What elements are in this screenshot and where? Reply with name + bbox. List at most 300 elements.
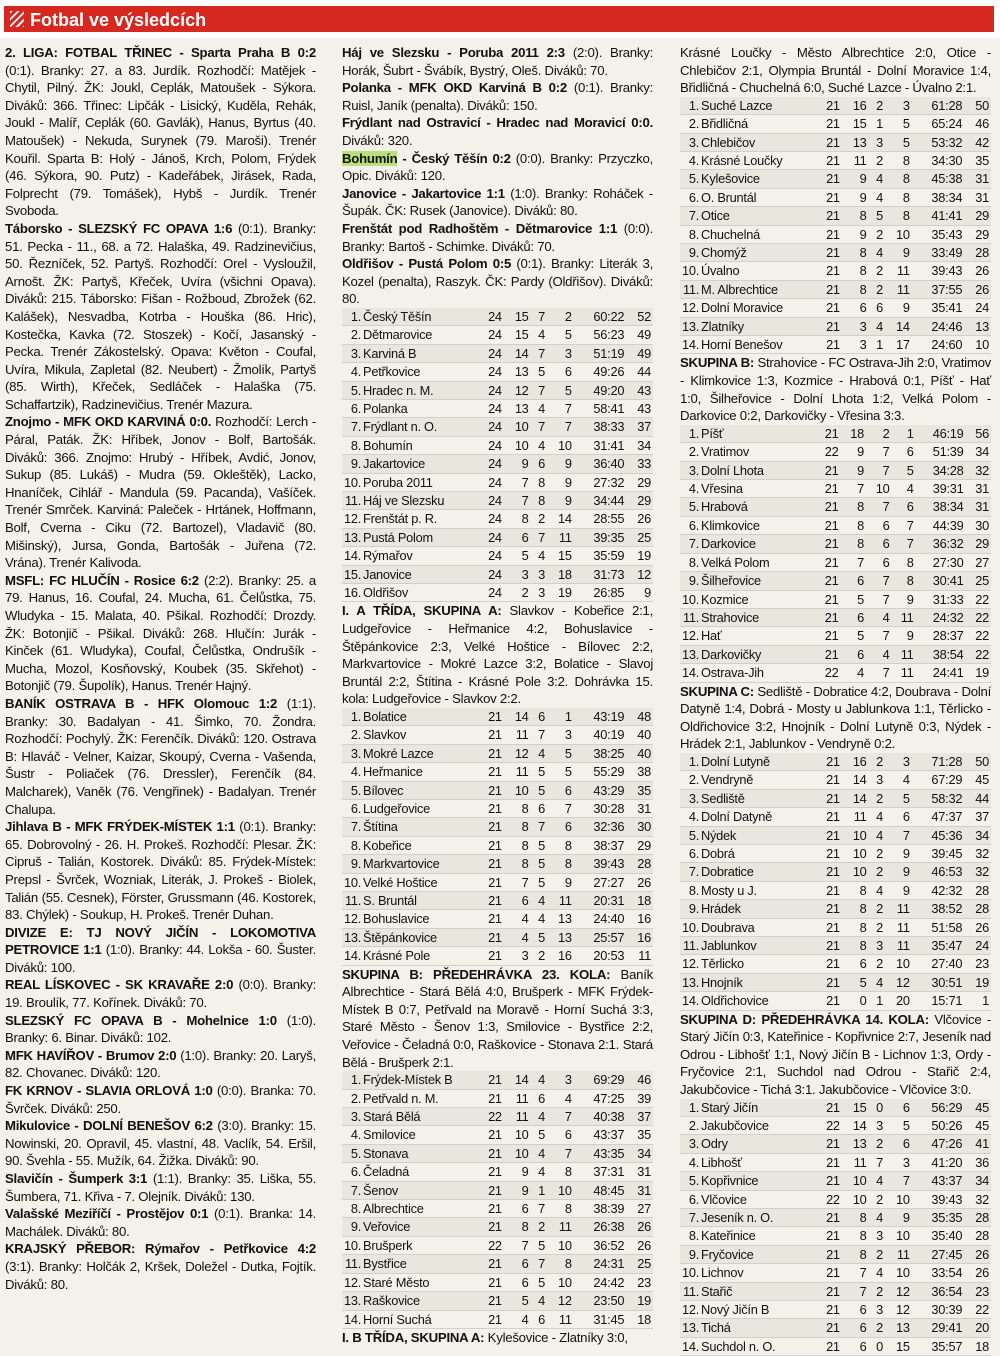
stat-cell: 5 xyxy=(531,363,547,381)
stat-cell: 12. xyxy=(344,1274,362,1290)
stat-cell: 21 xyxy=(477,744,504,762)
stat-cell: 18 xyxy=(964,1337,991,1355)
table-row xyxy=(680,299,991,317)
stat-cell: 7 xyxy=(842,1264,869,1282)
stat-cell: 5. xyxy=(680,826,699,844)
stat-cell: 21 xyxy=(477,1089,504,1107)
team-name: Stará Bělá xyxy=(361,1108,477,1126)
stat-cell: 10 xyxy=(547,1181,574,1199)
stat-cell: 35:59 xyxy=(574,547,626,565)
stat-cell: 6 xyxy=(885,1135,912,1153)
stat-cell: 9 xyxy=(842,225,869,243)
stat-cell: 16 xyxy=(626,928,653,946)
team-name: Dolní Datyně xyxy=(699,808,815,826)
stat-cell: 11 xyxy=(842,1153,869,1171)
stat-cell: 14. xyxy=(682,665,700,681)
stat-cell: 2. xyxy=(680,115,699,133)
stat-cell: 8. xyxy=(680,881,699,899)
stat-cell: 18 xyxy=(547,565,574,583)
section-heading: I. B TŘÍDA, xyxy=(342,1329,408,1345)
table-row xyxy=(680,973,991,991)
stat-cell: 41:20 xyxy=(912,1153,964,1171)
column-1 xyxy=(5,44,316,1293)
stat-cell: 22 xyxy=(477,1236,504,1254)
stat-cell: 40:19 xyxy=(574,726,626,744)
section-label: SKUPINA A: xyxy=(407,1329,485,1345)
stat-cell: 4 xyxy=(866,608,891,626)
stat-cell: 21 xyxy=(815,1227,842,1245)
stat-cell: 21 xyxy=(815,1301,842,1319)
table-row xyxy=(680,115,991,133)
table-row xyxy=(342,1236,653,1254)
team-name: Těrlicko xyxy=(699,955,815,973)
stat-cell: 46:53 xyxy=(912,863,964,881)
table-row xyxy=(680,498,991,516)
team-name: Libhošť xyxy=(699,1153,815,1171)
stat-cell: 45 xyxy=(964,1099,991,1117)
stat-cell: 47:37 xyxy=(912,808,964,826)
stat-cell: 21 xyxy=(477,800,504,818)
stat-cell: 20 xyxy=(964,1319,991,1337)
team-name: Veřovice xyxy=(361,1218,477,1236)
stat-cell: 6. xyxy=(342,399,361,417)
stat-cell: 4 xyxy=(891,480,915,498)
highlight-mark: Bohumín xyxy=(342,150,398,166)
stat-cell: 4 xyxy=(869,244,885,262)
stat-cell: 21 xyxy=(815,900,842,918)
stat-cell: 2. xyxy=(342,1089,361,1107)
stat-cell: 24:31 xyxy=(574,1255,626,1273)
stat-cell: 21 xyxy=(477,781,504,799)
match-report xyxy=(5,44,316,220)
table-row xyxy=(680,152,991,170)
team-name: Bystřice xyxy=(361,1255,477,1273)
stat-cell: 18 xyxy=(626,1310,653,1328)
stat-cell: 6 xyxy=(885,808,912,826)
team-name: Staré Město xyxy=(361,1273,477,1291)
stat-cell: 14. xyxy=(682,337,700,353)
team-name: Polanka xyxy=(361,399,477,417)
standings-1a-group-b xyxy=(342,1071,653,1329)
stat-cell: 3 xyxy=(885,1153,912,1171)
stat-cell: 5 xyxy=(531,781,547,799)
table-row xyxy=(680,97,991,115)
stat-cell: 7 xyxy=(531,528,547,546)
team-name: Bílovec xyxy=(361,781,477,799)
stat-cell: 16 xyxy=(626,910,653,928)
stat-cell: 21 xyxy=(477,763,504,781)
stat-cell: 14. xyxy=(344,1311,362,1327)
match-report xyxy=(5,1047,316,1082)
stat-cell: 36 xyxy=(964,1153,991,1171)
stat-cell: 11 xyxy=(891,664,915,682)
team-name: Mokré Lazce xyxy=(361,744,477,762)
column-3 xyxy=(680,44,991,1356)
stat-cell: 13 xyxy=(842,1135,869,1153)
stat-cell: 7 xyxy=(547,418,574,436)
stat-cell: 7. xyxy=(680,207,699,225)
stat-cell: 6 xyxy=(841,608,866,626)
result-heading: Táborsko - SLEZSKÝ FC OPAVA 1:6 xyxy=(5,220,233,236)
stat-cell: 4 xyxy=(504,910,531,928)
team-name: Stařič xyxy=(699,1282,815,1300)
stat-cell: 34 xyxy=(964,1172,991,1190)
stat-cell: 7 xyxy=(866,627,891,645)
table-row xyxy=(342,836,653,854)
stat-cell: 45 xyxy=(964,771,991,789)
stat-cell: 28 xyxy=(964,1209,991,1227)
stat-cell: 5 xyxy=(531,836,547,854)
stat-cell: 2 xyxy=(531,510,547,528)
table-row xyxy=(342,547,653,565)
section-1b-group-b xyxy=(680,354,991,424)
stat-cell: 24 xyxy=(477,418,504,436)
stat-cell: 39:43 xyxy=(912,1190,964,1208)
stat-cell: 9 xyxy=(547,473,574,491)
stat-cell: 4 xyxy=(531,1292,547,1310)
stat-cell: 8 xyxy=(547,1200,574,1218)
stat-cell: 49:26 xyxy=(574,363,626,381)
stat-cell: 3 xyxy=(869,1227,885,1245)
stat-cell: 10 xyxy=(504,1144,531,1162)
stat-cell: 21 xyxy=(815,262,842,280)
stat-cell: 8. xyxy=(342,1200,361,1218)
stat-cell: 21 xyxy=(815,188,842,206)
result-heading: Háj ve Slezsku - Poruba 2011 2:3 xyxy=(342,45,565,60)
stat-cell: 30:28 xyxy=(574,800,626,818)
stat-cell: 26:85 xyxy=(574,584,626,602)
stat-cell: 21 xyxy=(815,789,842,807)
stat-cell: 7 xyxy=(547,1144,574,1162)
team-name: Dolní Moravice xyxy=(699,299,815,317)
stat-cell: 37:55 xyxy=(912,280,964,298)
stat-cell: 24 xyxy=(964,299,991,317)
stat-cell: 38:25 xyxy=(574,744,626,762)
team-name: Darkovičky xyxy=(699,645,815,663)
stat-cell: 13. xyxy=(344,529,362,545)
stat-cell: 52 xyxy=(626,308,653,326)
stat-cell: 21 xyxy=(815,553,840,571)
stat-cell: 6. xyxy=(680,188,699,206)
stat-cell: 7 xyxy=(866,461,891,479)
stat-cell: 31 xyxy=(964,188,991,206)
stat-cell: 15 xyxy=(842,115,869,133)
stat-cell: 11. xyxy=(680,1282,699,1300)
stat-cell: 29 xyxy=(966,535,992,553)
table-row xyxy=(342,763,653,781)
stat-cell: 9. xyxy=(680,572,699,590)
stat-cell: 4 xyxy=(531,892,547,910)
stat-cell: 20:53 xyxy=(574,947,626,965)
table-row xyxy=(680,608,991,626)
team-name: Dolní Lhota xyxy=(699,461,815,479)
stat-cell: 8. xyxy=(680,225,699,243)
stat-cell: 21 xyxy=(477,1273,504,1291)
team-name: Štítina xyxy=(361,818,477,836)
stat-cell: 14 xyxy=(504,1071,531,1089)
table-row xyxy=(342,436,653,454)
stat-cell: 10. xyxy=(682,591,700,607)
stat-cell: 10. xyxy=(344,1237,362,1253)
stat-cell: 13 xyxy=(885,1319,912,1337)
result-text: Diváků: 320. xyxy=(342,132,413,148)
stat-cell: 5 xyxy=(891,461,915,479)
stat-cell: 25 xyxy=(966,572,992,590)
stat-cell: 1. xyxy=(680,1099,699,1117)
stat-cell: 7 xyxy=(531,818,547,836)
stat-cell: 6 xyxy=(547,363,574,381)
table-row xyxy=(342,1292,653,1310)
stat-cell: 51:39 xyxy=(916,443,966,461)
section-1b-group-a-results: Krásné Loučky - Město Albrechtice 2:0, Otice - Chlebičov 2:1, Olympia Bruntál - Dolní Moravice 1:4, Břidličná - Chuchelná 6:0, Suché Lazce - Úvalno 2:1. xyxy=(680,45,991,96)
stat-cell: 22 xyxy=(815,443,840,461)
team-name: Bohuslavice xyxy=(361,910,477,928)
stat-cell: 24 xyxy=(477,455,504,473)
team-name: Dobrá xyxy=(699,844,815,862)
result-heading: Mikulovice - DOLNÍ BENEŠOV 6:2 xyxy=(5,1118,213,1134)
stat-cell: 2 xyxy=(869,262,885,280)
stat-cell: 8 xyxy=(891,553,915,571)
stat-cell: 2 xyxy=(869,844,885,862)
table-row xyxy=(680,535,991,553)
team-name: Břidličná xyxy=(699,115,815,133)
stat-cell: 33:54 xyxy=(912,1264,964,1282)
stat-cell: 55:29 xyxy=(574,763,626,781)
stat-cell: 5 xyxy=(531,1126,547,1144)
stat-cell: 6 xyxy=(547,1126,574,1144)
team-name: Markvartovice xyxy=(361,855,477,873)
standings-1a-group-a xyxy=(342,708,653,966)
stat-cell: 0 xyxy=(869,1337,885,1355)
table-row xyxy=(342,1126,653,1144)
stat-cell: 21 xyxy=(815,170,842,188)
stat-cell: 1 xyxy=(869,115,885,133)
stat-cell: 4 xyxy=(869,1209,885,1227)
stat-cell: 31:41 xyxy=(574,436,626,454)
stat-cell: 40 xyxy=(626,744,653,762)
stat-cell: 21 xyxy=(815,225,842,243)
stat-cell: 21 xyxy=(815,645,840,663)
stat-cell: 15 xyxy=(547,547,574,565)
stat-cell: 9 xyxy=(885,299,912,317)
stat-cell: 16 xyxy=(842,97,869,115)
stat-cell: 7 xyxy=(531,1200,547,1218)
stat-cell: 9 xyxy=(547,491,574,509)
stat-cell: 21 xyxy=(815,572,840,590)
stat-cell: 5 xyxy=(841,627,866,645)
table-row xyxy=(680,789,991,807)
stat-cell: 36:54 xyxy=(912,1282,964,1300)
table-row xyxy=(342,1144,653,1162)
table-row xyxy=(680,627,991,645)
stat-cell: 1. xyxy=(680,425,699,443)
stat-cell: 4 xyxy=(504,928,531,946)
stat-cell: 21 xyxy=(477,1200,504,1218)
stat-cell: 7 xyxy=(841,480,866,498)
stat-cell: 28 xyxy=(964,244,991,262)
stat-cell: 37:31 xyxy=(574,1163,626,1181)
stat-cell: 24 xyxy=(477,363,504,381)
stat-cell: 8. xyxy=(680,553,699,571)
table-row xyxy=(680,461,991,479)
result-text: (0:1). Branky: 65. Dobrovolný - 26. H. Prokeš. Rozhodčí: Plesar. ŽK: Cipruš - Talián, Kostorek. Diváků: 85. Frýdek-Místek: Prepsl - Švrček, Wozniak, Literák, J. Prokeš - Biolek, Talián (55. Cesnek), Förster, Grussmann (46. Kostorek, 83. Chýlek) - Soukup, H. Prokeš. Trenér Duhan. xyxy=(5,819,316,923)
stat-cell: 23 xyxy=(964,955,991,973)
stat-cell: 12. xyxy=(682,956,700,972)
stat-cell: 24 xyxy=(477,473,504,491)
table-row xyxy=(680,1282,991,1300)
stat-cell: 24:46 xyxy=(912,317,964,335)
stat-cell: 24:40 xyxy=(574,910,626,928)
stat-cell: 21 xyxy=(815,535,840,553)
stat-cell: 21 xyxy=(477,1181,504,1199)
team-name: Odry xyxy=(699,1135,815,1153)
stat-cell: 4 xyxy=(841,664,866,682)
standings-1b-group-b xyxy=(680,425,991,683)
section-heading: SKUPINA C: xyxy=(680,683,754,699)
team-name: Smilovice xyxy=(361,1126,477,1144)
stat-cell: 2. xyxy=(342,326,361,344)
stat-cell: 2 xyxy=(869,152,885,170)
stat-cell: 11 xyxy=(891,608,915,626)
stat-cell: 11 xyxy=(504,1108,531,1126)
result-heading: Slavičín - Šumperk 3:1 xyxy=(5,1171,148,1186)
result-text: Rozhodčí: Lerch - Páral, Paták. ŽK: Hříbek, Jonov - Bolf, Bartošák. Diváků: 366. Znojmo: Hrubý - Hříbek, Avdić, Jonov, Sukup (85. Lukáš) - Mudra (59. Okleštěk), Lacko, Hnaníček, Cihlář - Mandula (59. Pacanda), Vašíček. Trenér Smrček. Karviná: Paleček - Hrtánek, Hoffmann, Bolf, Cverna - Ciku (72. Bartozel), Vladavič (80. Mišinský), Jursa, Gonda, Bartošák - Juřena (72. Vrána). Trenér Kalivoda. xyxy=(5,414,316,571)
team-name: Nový Jičín B xyxy=(699,1301,815,1319)
stat-cell: 2 xyxy=(869,900,885,918)
stat-cell: 5. xyxy=(342,381,361,399)
table-row xyxy=(680,992,991,1010)
table-row xyxy=(342,947,653,965)
stat-cell: 38:33 xyxy=(574,418,626,436)
stat-cell: 21 xyxy=(815,826,842,844)
stat-cell: 50 xyxy=(964,753,991,771)
stat-cell: 10 xyxy=(504,436,531,454)
stat-cell: 24 xyxy=(477,584,504,602)
stat-cell: 5 xyxy=(885,133,912,151)
stat-cell: 8 xyxy=(885,207,912,225)
team-name: Strahovice xyxy=(699,608,815,626)
stat-cell: 9 xyxy=(891,627,915,645)
stat-cell: 20:31 xyxy=(574,892,626,910)
stat-cell: 18 xyxy=(841,425,866,443)
stat-cell: 30:41 xyxy=(916,572,966,590)
stat-cell: 6 xyxy=(869,299,885,317)
match-report xyxy=(5,1170,316,1205)
team-name: Krásné Loučky xyxy=(699,152,815,170)
stat-cell: 34 xyxy=(626,436,653,454)
stat-cell: 40 xyxy=(626,726,653,744)
result-text: Kylešovice - Zlatníky 3:0, xyxy=(484,1329,628,1345)
stat-cell: 9 xyxy=(885,881,912,899)
table-row xyxy=(342,708,653,726)
stat-cell: 6. xyxy=(680,844,699,862)
team-name: Suché Lazce xyxy=(699,97,815,115)
stat-cell: 22 xyxy=(477,1108,504,1126)
stat-cell: 1. xyxy=(680,97,699,115)
stat-cell: 2 xyxy=(869,955,885,973)
stat-cell: 11. xyxy=(680,280,699,298)
stat-cell: 27:27 xyxy=(574,873,626,891)
stat-cell: 3 xyxy=(885,753,912,771)
stat-cell: 21 xyxy=(477,947,504,965)
stat-cell: 6 xyxy=(504,892,531,910)
team-name: Hrádek xyxy=(699,900,815,918)
stat-cell: 13 xyxy=(547,910,574,928)
stat-cell: 2 xyxy=(869,789,885,807)
stat-cell: 53:32 xyxy=(912,133,964,151)
stat-cell: 35 xyxy=(626,781,653,799)
stat-cell: 11. xyxy=(342,491,361,509)
stat-cell: 11 xyxy=(885,918,912,936)
stat-cell: 3 xyxy=(842,336,869,354)
stat-cell: 9. xyxy=(342,455,361,473)
stat-cell: 14. xyxy=(682,993,700,1009)
stat-cell: 21 xyxy=(815,1209,842,1227)
stat-cell: 4 xyxy=(531,910,547,928)
stat-cell: 51:58 xyxy=(912,918,964,936)
stat-cell: 24:32 xyxy=(916,608,966,626)
stat-cell: 61:28 xyxy=(912,97,964,115)
stat-cell: 3 xyxy=(531,584,547,602)
stat-cell: 40:38 xyxy=(574,1108,626,1126)
stat-cell: 21 xyxy=(815,115,842,133)
table-row xyxy=(680,936,991,954)
stat-cell: 11 xyxy=(547,1218,574,1236)
match-report xyxy=(342,255,653,308)
stat-cell: 13. xyxy=(682,318,700,334)
stat-cell: 35 xyxy=(964,152,991,170)
stat-cell: 3 xyxy=(531,565,547,583)
team-name: Pustá Polom xyxy=(361,528,477,546)
stat-cell: 26 xyxy=(626,873,653,891)
stat-cell: 21 xyxy=(477,836,504,854)
stat-cell: 33:49 xyxy=(912,244,964,262)
table-row xyxy=(342,855,653,873)
stat-cell: 2 xyxy=(869,753,885,771)
stat-cell: 6 xyxy=(531,1089,547,1107)
stat-cell: 4. xyxy=(342,363,361,381)
stat-cell: 9. xyxy=(680,1245,699,1263)
stat-cell: 5. xyxy=(680,170,699,188)
stat-cell: 43:37 xyxy=(574,1126,626,1144)
team-name: Horní Benešov xyxy=(699,336,815,354)
stat-cell: 21 xyxy=(815,881,842,899)
stat-cell: 10 xyxy=(842,844,869,862)
stat-cell: 7 xyxy=(885,1172,912,1190)
result-heading: FK KRNOV - SLAVIA ORLOVÁ 1:0 xyxy=(5,1083,213,1099)
stat-cell: 6 xyxy=(842,1319,869,1337)
stat-cell: 28:55 xyxy=(574,510,626,528)
stat-cell: 29 xyxy=(964,207,991,225)
stat-cell: 5 xyxy=(531,928,547,946)
stat-cell: 24 xyxy=(477,491,504,509)
team-name: Mosty u J. xyxy=(699,881,815,899)
stat-cell: 4 xyxy=(869,826,885,844)
stat-cell: 6. xyxy=(342,800,361,818)
table-row xyxy=(680,1172,991,1190)
table-row xyxy=(342,1089,653,1107)
result-heading: MSFL: FC HLUČÍN - Rosice 6:2 xyxy=(5,572,199,588)
stat-cell: 2 xyxy=(869,863,885,881)
team-name: Kozmice xyxy=(699,590,815,608)
stat-cell: 45:38 xyxy=(912,170,964,188)
stat-cell: 30 xyxy=(966,516,992,534)
stat-cell: 4 xyxy=(531,436,547,454)
table-row xyxy=(342,818,653,836)
stat-cell: 10. xyxy=(682,919,700,935)
table-row xyxy=(342,1071,653,1089)
stat-cell: 1 xyxy=(964,992,991,1010)
